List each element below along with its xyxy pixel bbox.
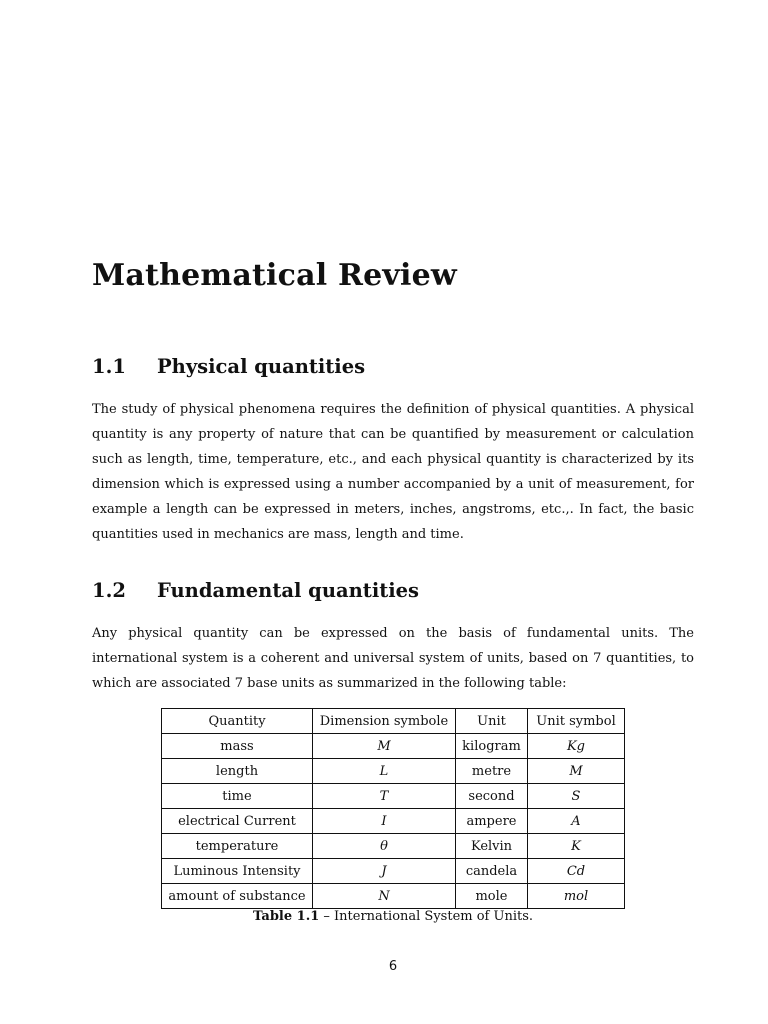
quantity-cell: mass [162,734,313,759]
unit-cell: candela [456,859,528,884]
physical-quantities-paragraph: The study of physical phenomena requires the definition of physical quantities. A physical quantity is any property of nature that can be quantified by measurement or calculation such as length, time, temperature, etc., and each physical quantity is characterized by its dimension which is expressed using a number accompanied by a unit of measurement, for example a length can be expressed in meters, inches, angstroms, etc.,. In fact, the basic quantities used in mechanics are mass, length and time. [92,402,694,542]
unit-cell: second [456,784,528,809]
section-number: 1.1 [92,355,126,378]
quantity-cell: electrical Current [162,809,313,834]
unit-symbol-cell: K [528,834,625,859]
table-row [162,784,625,809]
unit-cell: metre [456,759,528,784]
unit-cell: ampere [456,809,528,834]
unit-symbol-cell: M [528,759,625,784]
column-header-quantity: Quantity [162,709,313,734]
unit-cell: kilogram [456,734,528,759]
section-heading-fundamental-quantities [92,579,419,602]
section-heading-physical-quantities [92,355,365,378]
dimension-symbol-cell: J [313,859,456,884]
table-row [162,834,625,859]
caption-text: – International System of Units. [319,909,534,924]
section-title: Physical quantities [157,355,366,378]
section-number: 1.2 [92,579,126,602]
table-row [162,759,625,784]
caption-label: Table 1.1 [252,909,320,924]
quantity-cell: temperature [162,834,313,859]
fundamental-quantities-paragraph: Any physical quantity can be expressed on the basis of fundamental units. The international system is a coherent and universal system of units, based on 7 quantities, to which are associated 7 base units as summarized in the following table: [92,626,694,691]
quantity-cell: amount of substance [162,884,313,909]
unit-symbol-cell: A [528,809,625,834]
unit-symbol-cell: Kg [528,734,625,759]
dimension-symbol-cell: L [313,759,456,784]
quantity-cell: Luminous Intensity [162,859,313,884]
dimension-symbol-cell: θ [313,834,456,859]
table-row [162,809,625,834]
table-row [162,859,625,884]
column-header-unit: Unit [456,709,528,734]
quantity-cell: length [162,759,313,784]
table-header-row [162,709,625,734]
chapter-title: Mathematical Review [92,258,457,293]
column-header-dimension-symbol: Dimension symbole [313,709,456,734]
table-row [162,884,625,909]
unit-cell: mole [456,884,528,909]
dimension-symbol-cell: M [313,734,456,759]
section-title: Fundamental quantities [157,579,420,602]
column-header-unit-symbol: Unit symbol [528,709,625,734]
table-row [162,734,625,759]
dimension-symbol-cell: N [313,884,456,909]
dimension-symbol-cell: T [313,784,456,809]
quantity-cell: time [162,784,313,809]
unit-cell: Kelvin [456,834,528,859]
unit-symbol-cell: Cd [528,859,625,884]
unit-symbol-cell: mol [528,884,625,909]
unit-symbol-cell: S [528,784,625,809]
table-caption [0,909,768,924]
dimension-symbol-cell: I [313,809,456,834]
si-units-table [161,708,625,909]
page-number: 6 [388,959,398,974]
